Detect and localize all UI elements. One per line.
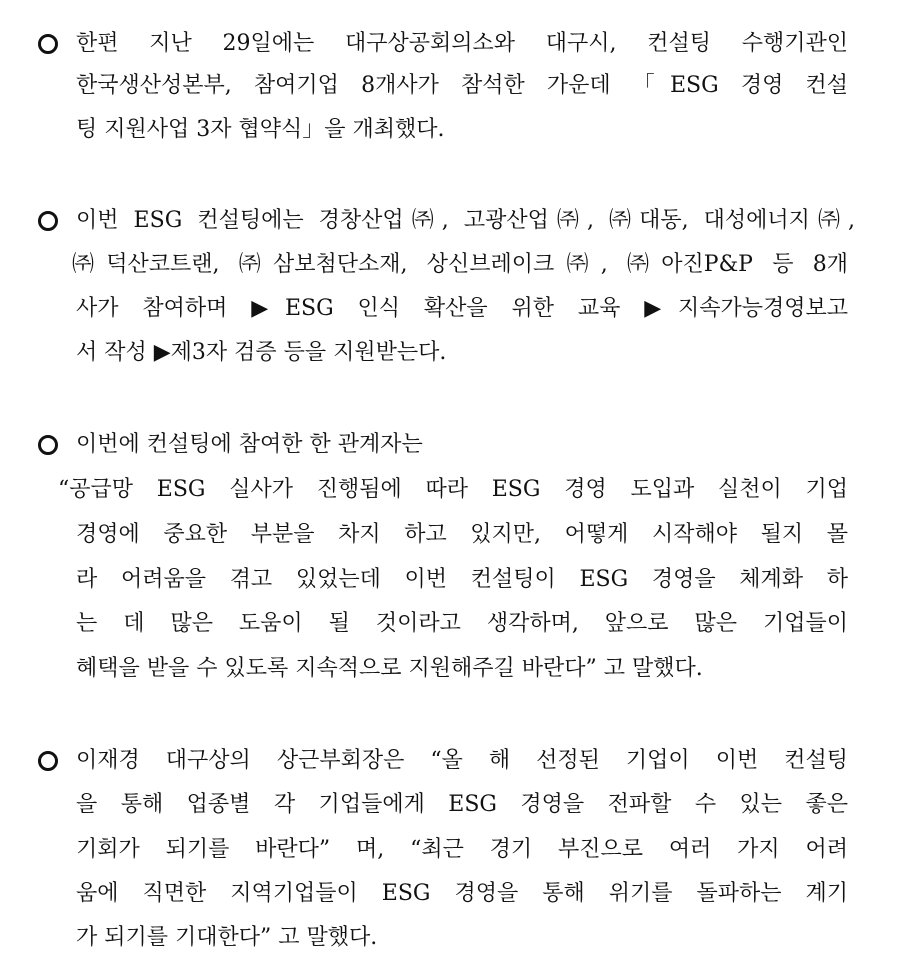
text-line: 이번에 컨설팅에 참여한 한 관계자는	[76, 432, 423, 457]
text-line: 을 통해 업종별 각 기업들에게 ESG 경영을 전파할 수 있는 좋은	[76, 792, 848, 817]
text-line: 라 어려움을 겪고 있었는데 이번 컨설팅이 ESG 경영을 체계화 하	[76, 567, 848, 592]
text-line: 가 되기를 기대한다” 고 말했다.	[76, 925, 378, 950]
text-line: “공급망 ESG 실사가 진행됨에 따라 ESG 경영 도입과 실천이 기업	[58, 477, 848, 502]
text-line: 이번 ESG 컨설팅에는 경창산업㈜, 고광산업㈜, ㈜대동, 대성에너지㈜,	[76, 208, 855, 233]
text-line: 사가 참여하며 ▶ESG 인식 확산을 위한 교육 ▶지속가능경영보고	[76, 296, 848, 321]
circle-bullet-icon	[38, 211, 58, 231]
circle-bullet-icon	[38, 751, 58, 771]
text-line: 움에 직면한 지역기업들이 ESG 경영을 통해 위기를 돌파하는 계기	[76, 881, 848, 906]
text-line: 경영에 중요한 부분을 차지 하고 있지만, 어떻게 시작해야 될지 몰	[76, 522, 848, 547]
text-line: 한편 지난 29일에는 대구상공회의소와 대구시, 컨설팅 수행기관인	[76, 31, 848, 56]
text-line: ㈜덕산코트랜, ㈜삼보첨단소재, 상신브레이크㈜, ㈜아진P&P 등 8개	[72, 252, 848, 277]
text-line: 한국생산성본부, 참여기업 8개사가 참석한 가운데 「ESG 경영 컨설	[76, 73, 848, 98]
circle-bullet-icon	[38, 435, 58, 455]
text-line: 혜택을 받을 수 있도록 지속적으로 지원해주길 바란다” 고 말했다.	[76, 656, 703, 681]
text-line: 는 데 많은 도움이 될 것이라고 생각하며, 앞으로 많은 기업들이	[76, 611, 848, 636]
text-line: 팅 지원사업 3자 협약식」을 개최했다.	[76, 117, 445, 142]
text-line: 이재경 대구상의 상근부회장은 “올 해 선정된 기업이 이번 컨설팅	[76, 748, 848, 773]
circle-bullet-icon	[38, 34, 58, 54]
text-line: 기회가 되기를 바란다” 며, “최근 경기 부진으로 여러 가지 어려	[76, 837, 848, 862]
text-line: 서 작성 ▶제3자 검증 등을 지원받는다.	[76, 340, 447, 365]
